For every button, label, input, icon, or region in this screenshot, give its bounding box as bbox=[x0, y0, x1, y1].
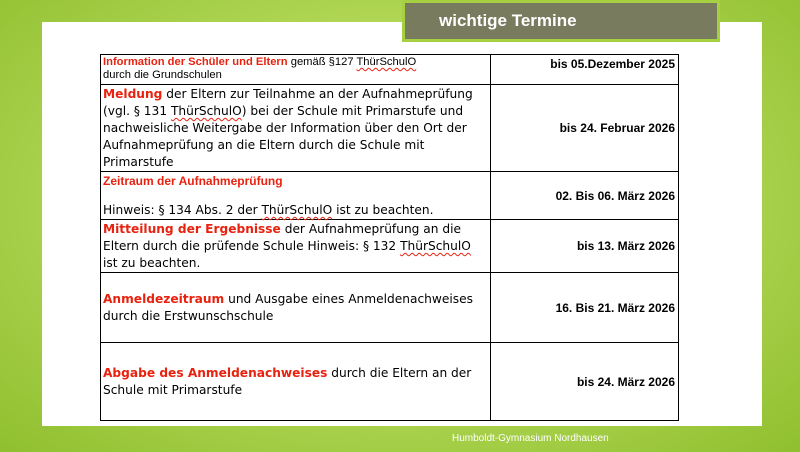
table-cell-description bbox=[101, 172, 491, 220]
row-date: bis 24. Februar 2026 bbox=[559, 121, 675, 135]
row-text: und Ausgabe eines Anmeldenachweises durch die Erstwunschschule bbox=[103, 292, 473, 323]
row-text: ist zu beachten. bbox=[103, 256, 201, 270]
law-reference: ThürSchulO bbox=[261, 203, 333, 217]
table-row bbox=[101, 172, 679, 220]
law-reference: ThürSchulO bbox=[356, 56, 417, 68]
row-text: durch die Grundschulen bbox=[103, 69, 222, 81]
row-lead: Abgabe des Anmeldenachweises bbox=[103, 366, 328, 380]
table-row bbox=[101, 85, 679, 172]
row-text: ) bei der Schule mit Primarstufe und nachweisliche Weitergabe der Information über den Ort der Aufnahmeprüfung an die Eltern durch die Schule mit Primarstufe bbox=[103, 104, 467, 169]
table-row bbox=[101, 273, 679, 343]
table-cell-date bbox=[491, 220, 679, 273]
row-lead: Anmeldezeitraum bbox=[103, 292, 225, 306]
dates-table bbox=[100, 54, 679, 421]
table-cell-description bbox=[101, 220, 491, 273]
law-reference: ThürSchulO bbox=[170, 104, 242, 118]
row-text: der Eltern zur Teilnahme an der Aufnahmeprüfung (vgl. § 131 bbox=[103, 87, 473, 118]
footer-school-name: Humboldt-Gymnasium Nordhausen bbox=[452, 433, 609, 444]
table-cell-description bbox=[101, 55, 491, 85]
table-cell-date bbox=[491, 55, 679, 85]
law-reference: ThürSchulO bbox=[400, 239, 471, 253]
table-cell-date bbox=[491, 273, 679, 343]
table-cell-description bbox=[101, 85, 491, 172]
row-text: ist zu beachten. bbox=[332, 203, 434, 217]
row-lead: Meldung bbox=[103, 87, 163, 101]
row-date: 16. Bis 21. März 2026 bbox=[555, 300, 675, 315]
row-date: bis 24. März 2026 bbox=[576, 374, 675, 389]
row-text: gemäß §127 bbox=[287, 56, 357, 68]
table-cell-description bbox=[101, 343, 491, 421]
table-cell-date bbox=[491, 172, 679, 220]
slide-title: wichtige Termine bbox=[402, 0, 720, 42]
row-text: durch die Eltern an der Schule mit Primarstufe bbox=[103, 366, 472, 397]
table-cell-description bbox=[101, 273, 491, 343]
table-row bbox=[101, 55, 679, 85]
row-date: 02. Bis 06. März 2026 bbox=[555, 188, 675, 203]
table-row bbox=[101, 343, 679, 421]
row-text: der Aufnahmeprüfung an die Eltern durch die prüfende Schule Hinweis: § 132 bbox=[103, 222, 461, 253]
row-lead: Zeitraum der Aufnahmeprüfung bbox=[103, 174, 283, 188]
row-lead: Information der Schüler und Eltern bbox=[103, 56, 288, 68]
table-cell-date bbox=[491, 343, 679, 421]
row-text: Hinweis: § 134 Abs. 2 der bbox=[103, 203, 262, 217]
row-lead: Mitteilung der Ergebnisse bbox=[103, 222, 281, 236]
row-date: bis 05.Dezember 2025 bbox=[550, 57, 675, 71]
table-row bbox=[101, 220, 679, 273]
table-cell-date bbox=[491, 85, 679, 172]
row-date: bis 13. März 2026 bbox=[576, 239, 675, 253]
